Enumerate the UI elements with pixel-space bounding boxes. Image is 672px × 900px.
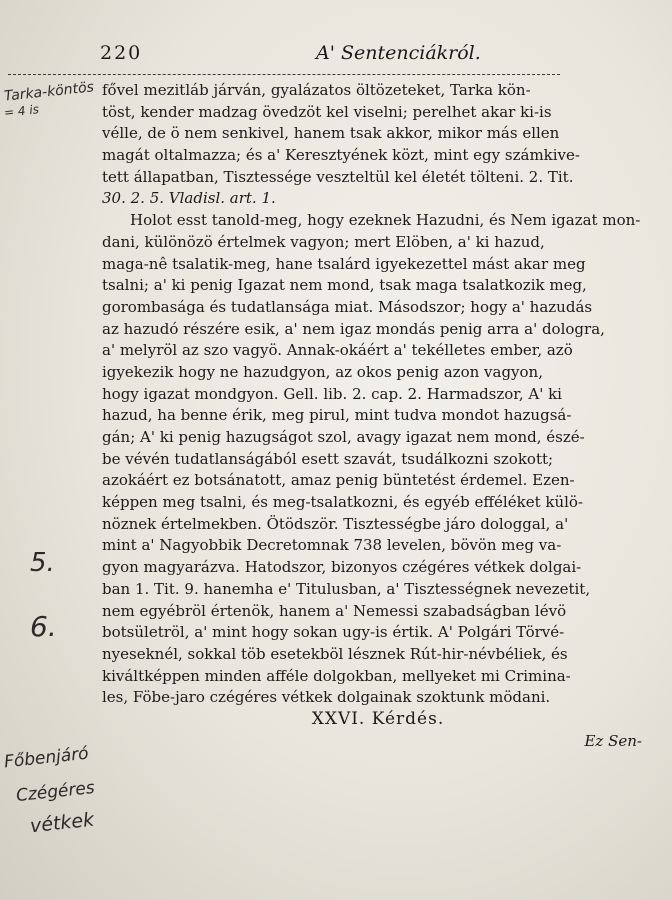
catchword: Ez Sen- (584, 731, 642, 750)
text-line: fővel mezitláb járván, gyalázatos öltözeteket, Tarka kön- (102, 81, 531, 99)
text-line: les, Föbe-jaro czégéres vétkek dolgainak szoktunk mödani. (102, 688, 551, 707)
margin-number-5: 5. (30, 548, 55, 578)
header-rule (8, 74, 560, 75)
text-line: nyeseknél, sokkal töb esetekböl lésznek Rút-hir-névbéliek, és (102, 644, 568, 663)
text-line: tett állapatban, Tisztessége veszteltül kel életét tölteni. 2. Tit. (102, 167, 574, 186)
text-line: kiváltképpen minden afféle dolgokban, mellyeket mi Crimina- (102, 666, 571, 685)
text-line: hogy igazat mondgyon. Gell. lib. 2. cap. 2. Harmadszor, A' ki (102, 384, 562, 403)
text-line: dani, különözö értelmek vagyon; mert Elöben, a' ki hazud, (102, 232, 545, 251)
section-heading: XXVI. Kérdés. (311, 708, 445, 729)
text-line: magát oltalmazza; és a' Keresztyének közt, mint egy számkive- (102, 146, 580, 165)
text-line: azokáért ez botsánatott, amaz penig büntetést érdemel. Ezen- (102, 471, 575, 490)
text-line: a' melyröl az szo vagyö. Annak-okáért a' tekélletes ember, azö (102, 341, 573, 360)
text-line: 30. 2. 5. Vladisl. art. 1. (102, 189, 276, 208)
text-line: töst, kender madzag övedzöt kel viselni; perelhet akar ki-is (102, 102, 552, 121)
text-line: tsalni; a' ki penig Igazat nem mond, tsak maga tsalatkozik meg, (102, 276, 587, 295)
text-line: maga-nê tsalatik-meg, hane tsalárd igyekezettel mást akar meg (102, 254, 586, 273)
text-line: ban 1. Tit. 9. hanemha e' Titulusban, a' Tisztességnek nevezetit, (102, 579, 591, 598)
running-title: A' Sentenciákról. (316, 42, 481, 64)
margin-note-small: = 4 is (3, 102, 40, 120)
text-line: gán; A' ki penig hazugságot szol, avagy igazat nem mond, észé- (102, 428, 585, 446)
text-line: mint a' Nagyobbik Decretomnak 738 levelen, bövön meg va- (102, 536, 562, 555)
text-line: gyon magyarázva. Hatodszor, bizonyos czégéres vétkek dolgai- (102, 558, 582, 577)
text-line: nöznek értelmekben. Ötödször. Tisztességbe járo dologgal, a' (102, 514, 569, 533)
text-line: hazud, ha benne érik, meg pirul, mint tudva mondot hazugsá- (102, 406, 572, 425)
margin-note-fobenjaro: Főbenjáró (3, 743, 90, 773)
text-line: Holot esst tanold-meg, hogy ezeknek Hazudni, és Nem igazat mon- (130, 211, 641, 230)
margin-note-tarka: Tarka-köntös (3, 79, 95, 105)
page-number: 220 (100, 42, 143, 64)
text-line: az hazudó részére esik, a' nem igaz mondás penig arra a' dologra, (102, 319, 605, 338)
text-line: be vévén tudatlanságából esett szavát, tsudálkozni szokott; (102, 449, 554, 468)
text-line: gorombasága és tudatlansága miat. Másodszor; hogy a' hazudás (102, 297, 593, 316)
margin-note-czegeres: Czégéres (15, 777, 96, 807)
page-header (100, 42, 660, 72)
text-line: igyekezik hogy ne hazudgyon, az okos penig azon vagyon, (102, 362, 543, 381)
text-line: vélle, de ö nem senkivel, hanem tsak akkor, mikor más ellen (102, 124, 560, 143)
margin-number-6: 6. (30, 610, 57, 643)
text-line: képpen meg tsalni, és meg-tsalatkozni, és egyéb efféléket külö- (102, 493, 584, 512)
text-line: nem egyébröl értenök, hanem a' Nemessi szabadságban lévö (102, 601, 567, 620)
text-line: botsületröl, a' mint hogy sokan ugy-is értik. A' Polgári Törvé- (102, 623, 565, 642)
body-text (102, 80, 654, 752)
margin-note-vetkek: vétkek (29, 808, 96, 838)
